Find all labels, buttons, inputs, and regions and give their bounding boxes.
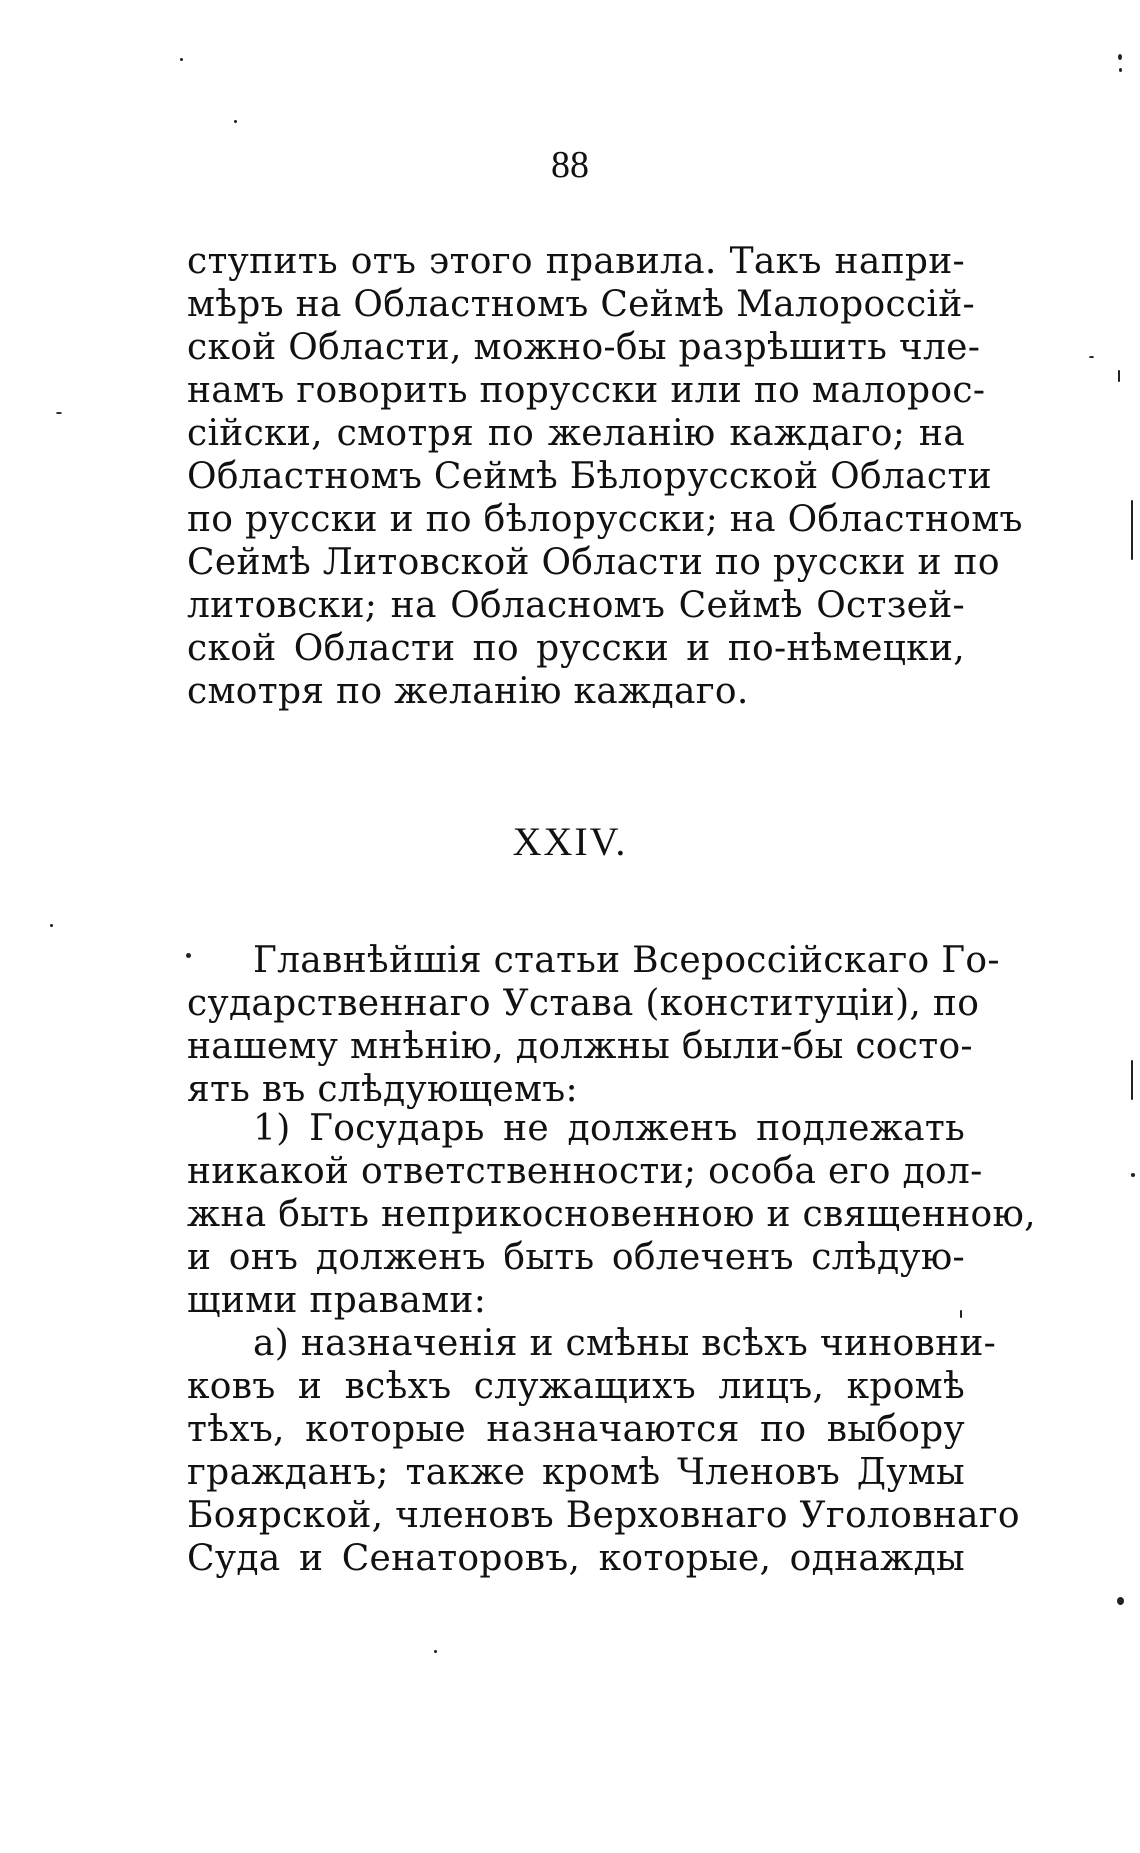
scan-speck (186, 953, 191, 958)
page-number: 88 (551, 144, 589, 186)
scan-speck (1119, 68, 1122, 72)
text-line: Сеймѣ Литовской Области по русски и по (187, 542, 1000, 583)
paragraph-3 (187, 1107, 1036, 1322)
scan-speck (1089, 356, 1094, 358)
scan-speck (234, 120, 237, 123)
text-line: жна быть неприкосновенною и священною, (187, 1194, 1036, 1235)
text-line: ять въ слѣдующемъ: (187, 1069, 578, 1110)
scan-speck (1131, 1060, 1133, 1100)
scan-speck (180, 58, 183, 61)
text-line: ской Области по русски и по-нѣмецки, (187, 628, 965, 669)
text-line: и онъ долженъ быть облеченъ слѣдую- (187, 1237, 965, 1278)
paragraph-4 (187, 1322, 1020, 1580)
scan-speck (1117, 1597, 1124, 1605)
text-line: по русски и по бѣлорусски; на Областномъ (187, 499, 1023, 540)
scan-speck (1131, 1173, 1135, 1177)
scan-speck (56, 412, 62, 414)
text-line: никакой ответственности; особа его дол- (187, 1151, 983, 1192)
scan-speck (50, 924, 53, 927)
scan-speck (1118, 370, 1120, 382)
text-line: смотря по желанію каждаго. (187, 671, 749, 712)
text-line: сійски, смотря по желанію каждаго; на (187, 413, 965, 454)
text-line: Боярской, членовъ Верховнаго Уголовнаго (187, 1495, 1020, 1536)
text-line: гражданъ; также кромѣ Членовъ Думы (187, 1452, 965, 1493)
paragraph-2 (187, 939, 1000, 1111)
text-line: сударственнаго Устава (конституціи), по (187, 983, 980, 1024)
text-line: ковъ и всѣхъ служащихъ лицъ, кромѣ (187, 1366, 965, 1407)
text-line: 1) Государь не долженъ подлежать (253, 1108, 965, 1149)
text-line: Областномъ Сеймѣ Бѣлорусской Области (187, 456, 992, 497)
text-line: Суда и Сенаторовъ, которые, однажды (187, 1538, 965, 1579)
text-line: тѣхъ, которые назначаются по выбору (187, 1409, 965, 1450)
scan-speck (960, 1310, 962, 1318)
scan-speck (434, 1650, 437, 1653)
text-line: мѣръ на Областномъ Сеймѣ Малороссій- (187, 284, 975, 325)
text-line: нашему мнѣнію, должны были-бы состо- (187, 1026, 973, 1067)
text-line: Главнѣйшія статьи Всероссійскаго Го- (253, 940, 1000, 981)
text-line: щими правами: (187, 1280, 487, 1321)
section-title: XXIV. (512, 819, 628, 864)
scan-speck (1131, 500, 1133, 560)
text-line: ской Области, можно-бы разрѣшить чле- (187, 327, 981, 368)
text-line: намъ говорить порусски или по малорос- (187, 370, 986, 411)
scan-speck (1118, 54, 1122, 60)
paragraph-1 (187, 240, 1023, 713)
text-line: ступить отъ этого правила. Такъ напри- (187, 241, 965, 282)
text-line: литовски; на Обласномъ Сеймѣ Остзей- (187, 585, 965, 626)
text-line: а) назначенія и смѣны всѣхъ чиновни- (253, 1323, 997, 1364)
